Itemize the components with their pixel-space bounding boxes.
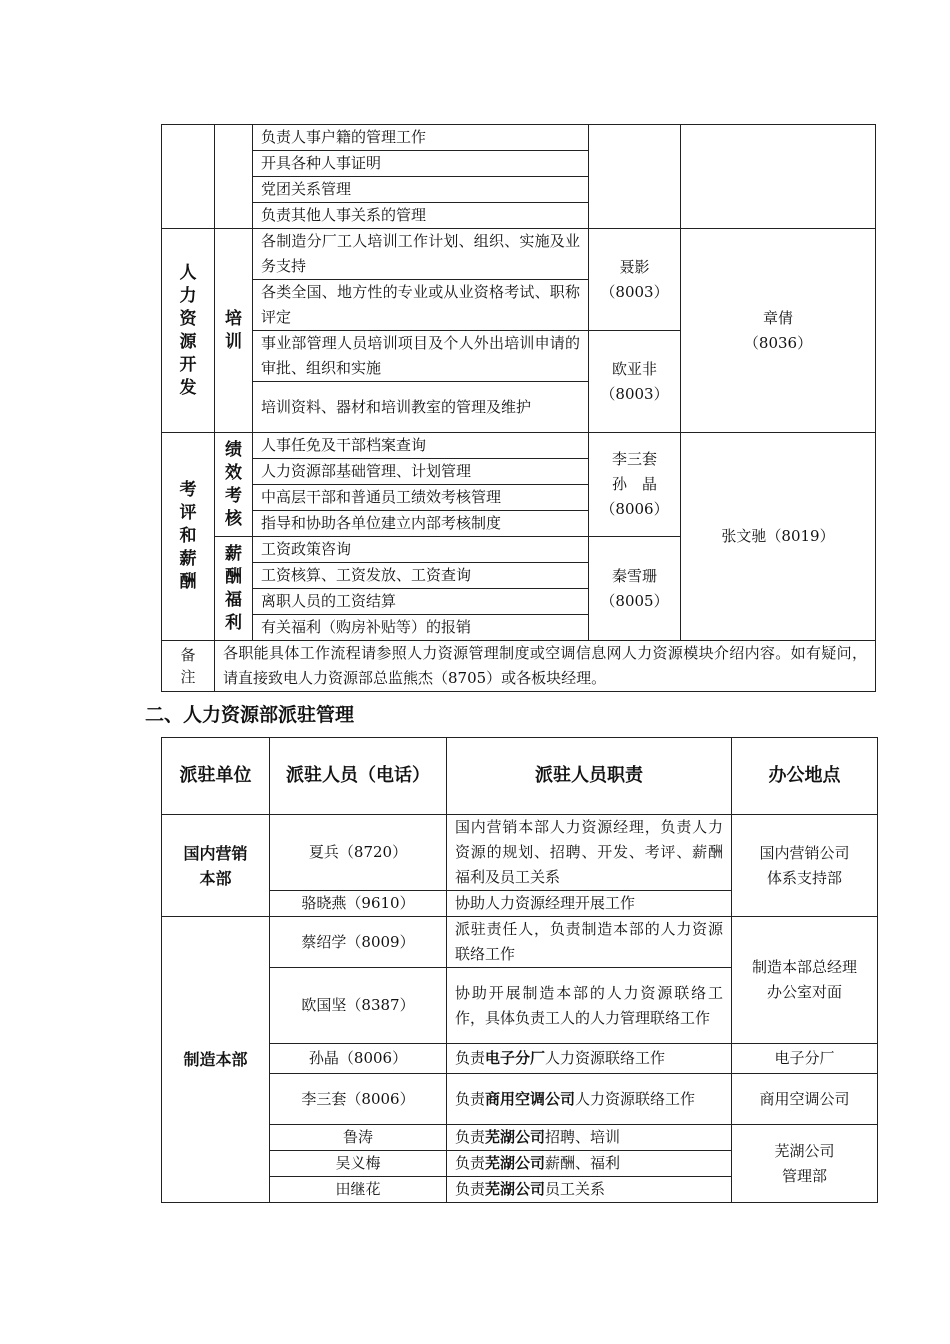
duty-cell: 有关福利（购房补贴等）的报销 (253, 615, 589, 641)
duty-cell: 负责电子分厂人力资源联络工作 (447, 1044, 732, 1074)
location-cell: 商用空调公司 (732, 1074, 878, 1125)
person-cell: 李三套（8006） (270, 1074, 447, 1125)
subcategory-cell-empty (215, 125, 253, 229)
subcategory-training: 培 训 (215, 229, 253, 433)
duty-cell: 党团关系管理 (253, 177, 589, 203)
person-cell: 吴义梅 (270, 1151, 447, 1177)
header-unit: 派驻单位 (162, 738, 270, 815)
duty-cell: 工资核算、工资发放、工资查询 (253, 563, 589, 589)
duty-cell: 协助人力资源经理开展工作 (447, 891, 732, 917)
unit-domestic-marketing: 国内营销 本部 (162, 815, 270, 917)
category-hr-development: 人 力 资 源 开 发 (162, 229, 215, 433)
duty-cell: 派驻责任人，负责制造本部的人力资源联络工作 (447, 917, 732, 968)
hr-duties-table (161, 124, 876, 692)
duty-cell: 负责商用空调公司人力资源联络工作 (447, 1074, 732, 1125)
duty-cell: 各制造分厂工人培训工作计划、组织、实施及业务支持 (253, 229, 589, 280)
contact-cell: 秦雪珊 （8005） (589, 537, 681, 641)
note-text: 各职能具体工作流程请参照人力资源管理制度或空调信息网人力资源模块介绍内容。如有疑问，请直接致电人力资源部总监熊杰（8705）或各板块经理。 (215, 641, 876, 692)
subcategory-pay-welfare: 薪 酬 福 利 (215, 537, 253, 641)
duty-cell: 培训资料、器材和培训教室的管理及维护 (253, 382, 589, 433)
person-cell: 田继花 (270, 1177, 447, 1203)
subcategory-performance: 绩 效 考 核 (215, 433, 253, 537)
location-cell: 电子分厂 (732, 1044, 878, 1074)
duty-cell: 负责人事户籍的管理工作 (253, 125, 589, 151)
section-title: 二、人力资源部派驻管理 (145, 704, 355, 726)
category-cell-empty (162, 125, 215, 229)
duty-cell: 人事任免及干部档案查询 (253, 433, 589, 459)
location-cell: 国内营销公司 体系支持部 (732, 815, 878, 917)
duty-cell: 负责芜湖公司招聘、培训 (447, 1125, 732, 1151)
duty-cell: 负责芜湖公司薪酬、福利 (447, 1151, 732, 1177)
header-location: 办公地点 (732, 738, 878, 815)
duty-cell: 离职人员的工资结算 (253, 589, 589, 615)
category-appraisal-pay: 考 评 和 薪 酬 (162, 433, 215, 641)
duty-cell: 国内营销本部人力资源经理，负责人力资源的规划、招聘、开发、考评、薪酬福利及员工关系 (447, 815, 732, 891)
header-duty: 派驻人员职责 (447, 738, 732, 815)
duty-cell: 人力资源部基础管理、计划管理 (253, 459, 589, 485)
duty-cell: 中高层干部和普通员工绩效考核管理 (253, 485, 589, 511)
duty-cell: 负责芜湖公司员工关系 (447, 1177, 732, 1203)
contact-cell: 聂影 （8003） (589, 229, 681, 331)
person-cell: 鲁涛 (270, 1125, 447, 1151)
header-person: 派驻人员（电话） (270, 738, 447, 815)
contact-cell: 欧亚非 （8003） (589, 331, 681, 433)
location-cell: 制造本部总经理 办公室对面 (732, 917, 878, 1044)
duty-cell: 负责其他人事关系的管理 (253, 203, 589, 229)
hr-dispatch-table (161, 737, 878, 1203)
manager-cell: 章倩 （8036） (681, 229, 876, 433)
duty-cell: 各类全国、地方性的专业或从业资格考试、职称评定 (253, 280, 589, 331)
duty-cell: 开具各种人事证明 (253, 151, 589, 177)
location-cell: 芜湖公司 管理部 (732, 1125, 878, 1203)
duty-cell: 工资政策咨询 (253, 537, 589, 563)
duty-cell: 事业部管理人员培训项目及个人外出培训申请的审批、组织和实施 (253, 331, 589, 382)
contact-cell: 李三套 孙 晶 （8006） (589, 433, 681, 537)
unit-manufacturing: 制造本部 (162, 917, 270, 1203)
person-cell: 蔡绍学（8009） (270, 917, 447, 968)
person-cell: 欧国坚（8387） (270, 968, 447, 1044)
note-label: 备 注 (162, 641, 215, 692)
manager-cell: 张文驰（8019） (681, 433, 876, 641)
duty-cell: 协助开展制造本部的人力资源联络工作，具体负责工人的人力管理联络工作 (447, 968, 732, 1044)
contact-cell-empty (589, 125, 681, 229)
person-cell: 骆晓燕（9610） (270, 891, 447, 917)
person-cell: 孙晶（8006） (270, 1044, 447, 1074)
manager-cell-empty (681, 125, 876, 229)
person-cell: 夏兵（8720） (270, 815, 447, 891)
duty-cell: 指导和协助各单位建立内部考核制度 (253, 511, 589, 537)
